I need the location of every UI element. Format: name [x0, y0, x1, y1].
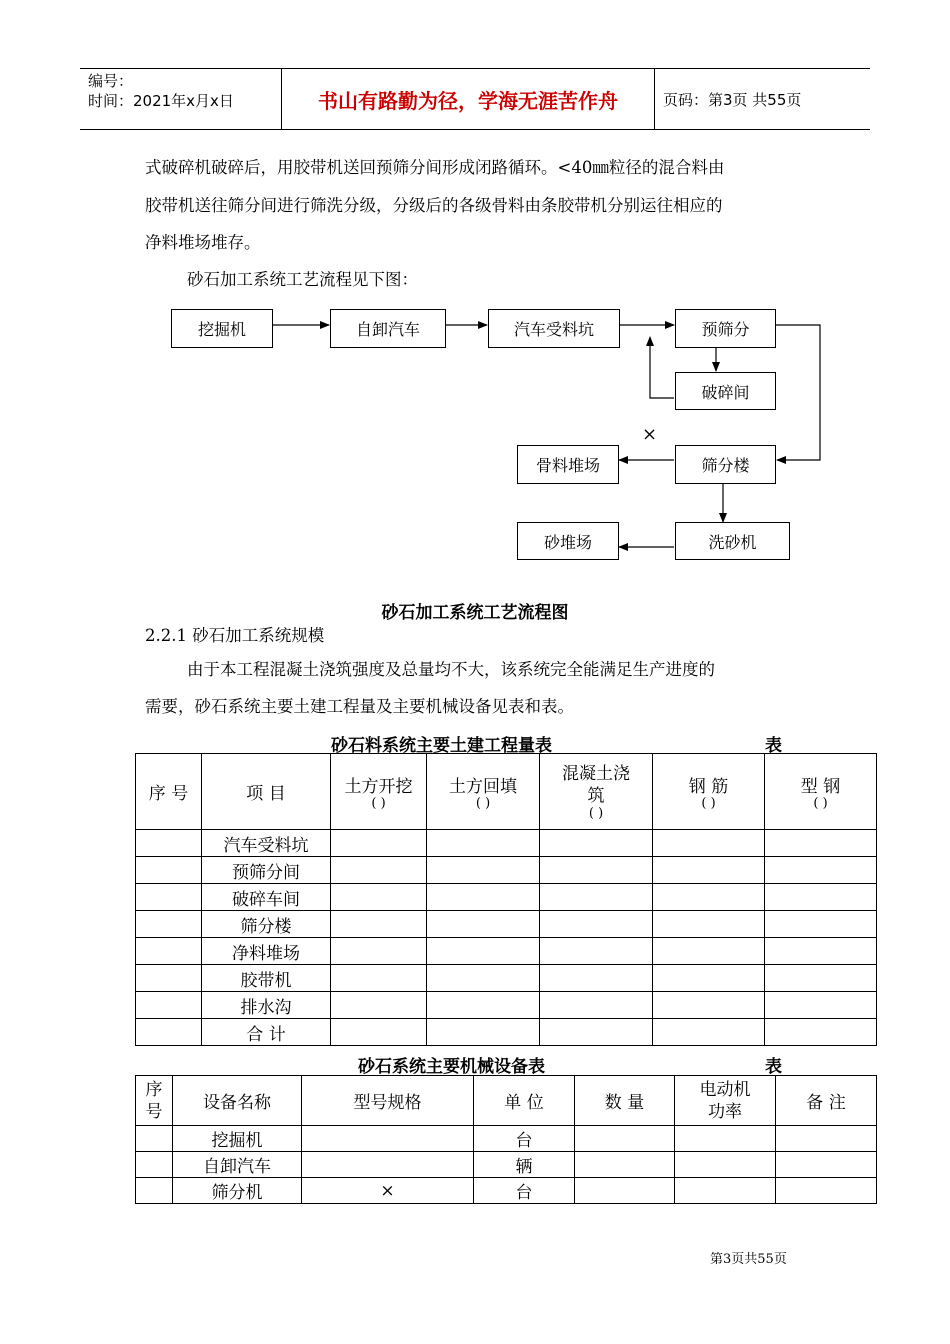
section-heading: 2.2.1 砂石加工系统规模	[145, 626, 325, 645]
table-row: 筛分楼	[136, 911, 877, 938]
header-no: 序 号	[136, 1076, 173, 1126]
table-row: 筛分机 × 台	[136, 1178, 877, 1204]
table-row: 排水沟	[136, 992, 877, 1019]
page-footer: 第3页共55页	[710, 1252, 787, 1267]
cross-mark: ×	[642, 424, 658, 445]
earthwork-table	[135, 753, 877, 1046]
header-unit: 单 位	[474, 1076, 575, 1126]
table-row: 破碎车间	[136, 884, 877, 911]
node-screen-building: 筛分楼	[675, 445, 776, 484]
table-row: 合 计	[136, 1019, 877, 1046]
body-line-2: 胶带机送往筛分间进行筛洗分级，分级后的各级骨料由条胶带机分别运往相应的	[145, 196, 723, 215]
table1-header-row	[136, 754, 877, 830]
header-no: 序 号	[136, 754, 202, 830]
header-concrete: 混凝土浇 筑 ( )	[540, 754, 653, 830]
header-number: 编号：	[88, 72, 134, 90]
header-time: 时间：2021年x月x日	[88, 92, 234, 110]
table-row: 胶带机	[136, 965, 877, 992]
equipment-table	[135, 1075, 877, 1204]
table1-caption: 砂石料系统主要土建工程量表	[331, 736, 552, 756]
node-sand-washer: 洗砂机	[675, 522, 790, 560]
node-crusher: 破碎间	[675, 372, 776, 410]
node-aggregate-yard: 骨料堆场	[517, 445, 619, 484]
table-row: 汽车受料坑	[136, 830, 877, 857]
table1-caption-suffix: 表	[765, 736, 782, 756]
table2-caption: 砂石系统主要机械设备表	[358, 1057, 545, 1077]
header-rebar: 钢 筋 ( )	[653, 754, 765, 830]
node-receiving-pit: 汽车受料坑	[488, 309, 620, 348]
header-motto: 书山有路勤为径，学海无涯苦作舟	[318, 88, 618, 113]
header-backfill: 土方回填 ( )	[427, 754, 540, 830]
header-remark: 备 注	[776, 1076, 877, 1126]
node-pre-screen: 预筛分	[675, 309, 776, 348]
node-dump-truck: 自卸汽车	[330, 309, 446, 348]
node-excavator: 挖掘机	[171, 309, 273, 348]
header-page: 页码：第3页 共55页	[663, 91, 802, 109]
header-qty: 数 量	[575, 1076, 675, 1126]
header-name: 设备名称	[173, 1076, 302, 1126]
header-item: 项 目	[202, 754, 331, 830]
table2-header-row	[136, 1076, 877, 1126]
section-line-1: 由于本工程混凝土浇筑强度及总量均不大，该系统完全能满足生产进度的	[187, 660, 715, 679]
header-steel: 型 钢 ( )	[765, 754, 877, 830]
body-line-3: 净料堆场堆存。	[145, 233, 261, 252]
figure-caption: 砂石加工系统工艺流程图	[381, 603, 569, 623]
body-line-4: 砂石加工系统工艺流程见下图：	[187, 270, 418, 289]
table-row: 净料堆场	[136, 938, 877, 965]
header-power: 电动机 功率	[675, 1076, 776, 1126]
body-line-1: 式破碎机破碎后，用胶带机送回预筛分间形成闭路循环。<40㎜粒径的混合料由	[145, 158, 725, 177]
table2-caption-suffix: 表	[765, 1057, 782, 1077]
section-line-2: 需要，砂石系统主要土建工程量及主要机械设备见表和表。	[145, 697, 574, 716]
header-excavation: 土方开挖 ( )	[331, 754, 427, 830]
table-row: 预筛分间	[136, 857, 877, 884]
header-model: 型号规格	[302, 1076, 474, 1126]
table-row: 自卸汽车 辆	[136, 1152, 877, 1178]
flowchart-connectors	[0, 0, 950, 600]
table-row: 挖掘机 台	[136, 1126, 877, 1152]
node-sand-yard: 砂堆场	[517, 522, 619, 560]
